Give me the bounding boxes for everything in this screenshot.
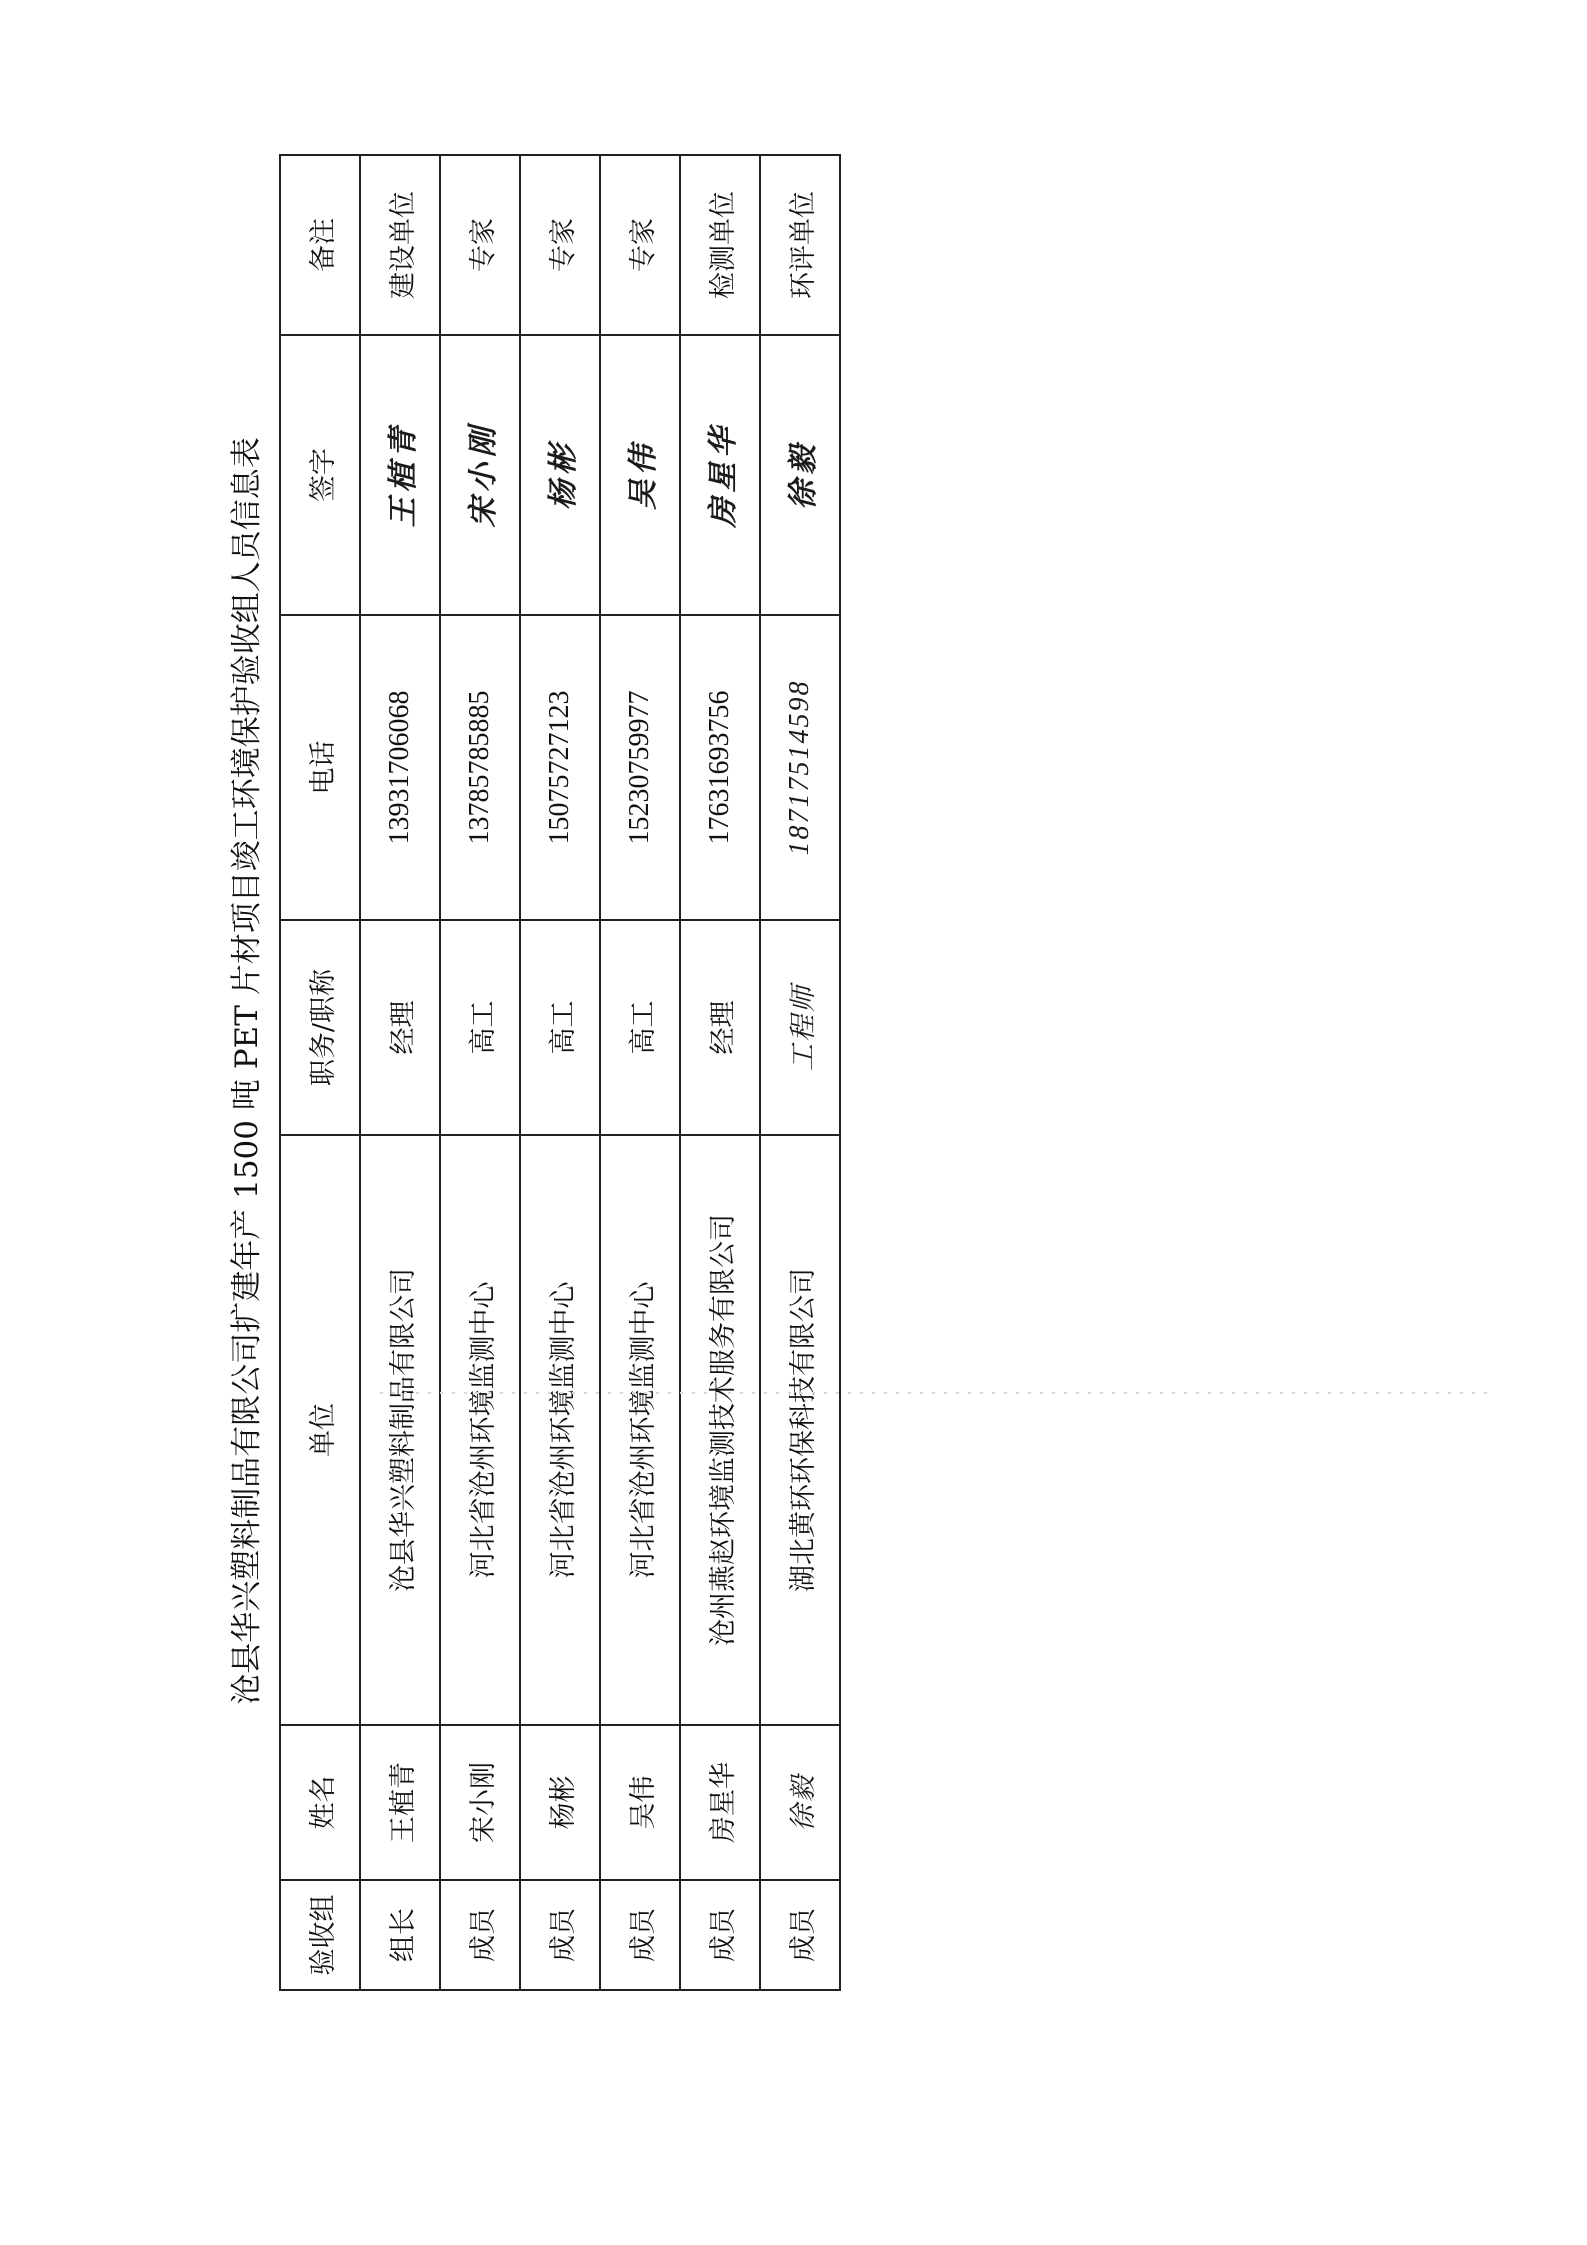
role-cell: 组长	[360, 1880, 440, 1990]
title-cell: 经理	[360, 920, 440, 1135]
note-cell: 建设单位	[360, 155, 440, 335]
phone-cell: 17631693756	[680, 615, 760, 920]
role-cell: 成员	[520, 1880, 600, 1990]
name-cell: 王植青	[360, 1725, 440, 1880]
org-cell: 河北省沧州环境监测中心	[600, 1135, 680, 1725]
role-cell: 成员	[600, 1880, 680, 1990]
name-cell: 吴伟	[600, 1725, 680, 1880]
role-cell: 成员	[760, 1880, 840, 1990]
title-cell: 高工	[440, 920, 520, 1135]
name-cell: 房星华	[680, 1725, 760, 1880]
note-cell: 专家	[520, 155, 600, 335]
handwritten-signature: 徐毅	[786, 440, 821, 510]
col-header-signature: 签字	[280, 335, 360, 615]
col-header-title: 职务/职称	[280, 920, 360, 1135]
handwritten-signature: 吴伟	[626, 440, 661, 510]
phone-cell: 15230759977	[600, 615, 680, 920]
handwritten-signature: 房星华	[706, 422, 741, 528]
note-cell: 环评单位	[760, 155, 840, 335]
handwritten-signature: 杨彬	[546, 440, 581, 510]
org-cell: 河北省沧州环境监测中心	[440, 1135, 520, 1725]
note-cell: 检测单位	[680, 155, 760, 335]
note-cell: 专家	[600, 155, 680, 335]
col-header-org: 单位	[280, 1135, 360, 1725]
col-header-name: 姓名	[280, 1725, 360, 1880]
note-cell: 专家	[440, 155, 520, 335]
phone-cell: 18717514598	[760, 615, 840, 920]
title-cell: 高工	[600, 920, 680, 1135]
col-header-phone: 电话	[280, 615, 360, 920]
handwritten-signature: 宋小刚	[466, 422, 501, 528]
org-cell: 湖北黄环环保科技有限公司	[760, 1135, 840, 1725]
title-cell: 高工	[520, 920, 600, 1135]
name-cell: 杨彬	[520, 1725, 600, 1880]
phone-cell: 13931706068	[360, 615, 440, 920]
phone-cell: 13785785885	[440, 615, 520, 920]
role-cell: 成员	[680, 1880, 760, 1990]
document-title: 沧县华兴塑料制品有限公司扩建年产 1500 吨 PET 片材项目竣工环境保护验收组人员信息表	[229, 437, 265, 1705]
org-cell: 沧州燕赵环境监测技术服务有限公司	[680, 1135, 760, 1725]
title-cell: 经理	[680, 920, 760, 1135]
col-header-note: 备注	[280, 155, 360, 335]
name-cell: 徐毅	[760, 1725, 840, 1880]
name-cell: 宋小刚	[440, 1725, 520, 1880]
title-cell: 工程师	[760, 920, 840, 1135]
role-cell: 成员	[440, 1880, 520, 1990]
phone-cell: 15075727123	[520, 615, 600, 920]
org-cell: 沧县华兴塑料制品有限公司	[360, 1135, 440, 1725]
handwritten-signature: 王植青	[386, 422, 421, 528]
org-cell: 河北省沧州环境监测中心	[520, 1135, 600, 1725]
col-header-role: 验收组	[280, 1880, 360, 1990]
